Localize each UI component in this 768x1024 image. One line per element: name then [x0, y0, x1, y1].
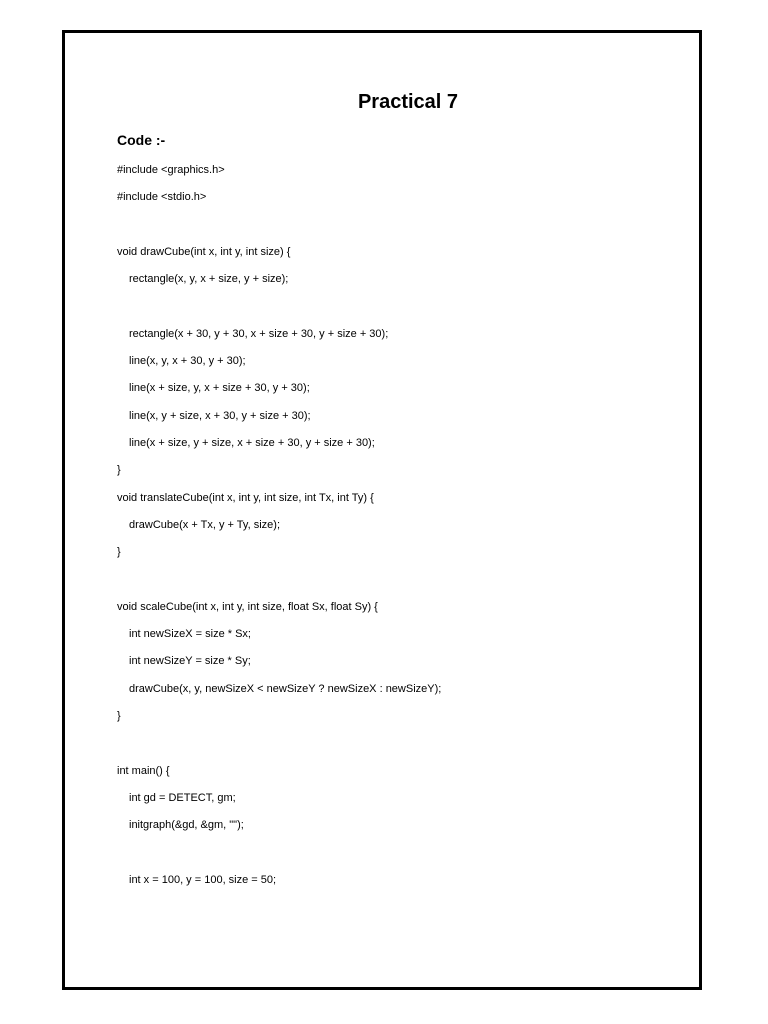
code-line: }: [117, 464, 121, 476]
page-title-text: Practical 7: [357, 91, 459, 113]
code-line: #include <stdio.h>: [117, 191, 207, 203]
section-label: Code :-: [117, 132, 166, 148]
code-line: int gd = DETECT, gm;: [129, 792, 236, 804]
code-line: }: [117, 546, 121, 558]
code-line: line(x + size, y + size, x + size + 30, y + size + 30);: [129, 437, 375, 449]
code-line: line(x, y + size, x + 30, y + size + 30);: [129, 410, 311, 422]
code-line: #include <graphics.h>: [117, 164, 225, 176]
code-line: initgraph(&gd, &gm, "");: [129, 819, 244, 831]
code-line: void translateCube(int x, int y, int size, int Tx, int Ty) {: [117, 492, 374, 504]
code-line: void scaleCube(int x, int y, int size, float Sx, float Sy) {: [117, 601, 378, 613]
code-line: }: [117, 710, 121, 722]
code-line: int x = 100, y = 100, size = 50;: [129, 874, 277, 886]
code-line: rectangle(x, y, x + size, y + size);: [129, 273, 289, 285]
code-line: int newSizeX = size * Sx;: [129, 628, 251, 640]
code-line: int main() {: [117, 765, 170, 777]
code-line: void drawCube(int x, int y, int size) {: [117, 246, 291, 258]
code-line: int newSizeY = size * Sy;: [129, 655, 251, 667]
page-title: [0, 90, 768, 114]
code-line: line(x + size, y, x + size + 30, y + 30);: [129, 382, 310, 394]
code-line: drawCube(x, y, newSizeX < newSizeY ? newSizeX : newSizeY);: [129, 683, 442, 695]
code-line: rectangle(x + 30, y + 30, x + size + 30, y + size + 30);: [129, 328, 389, 340]
code-line: line(x, y, x + 30, y + 30);: [129, 355, 246, 367]
code-line: drawCube(x + Tx, y + Ty, size);: [129, 519, 280, 531]
